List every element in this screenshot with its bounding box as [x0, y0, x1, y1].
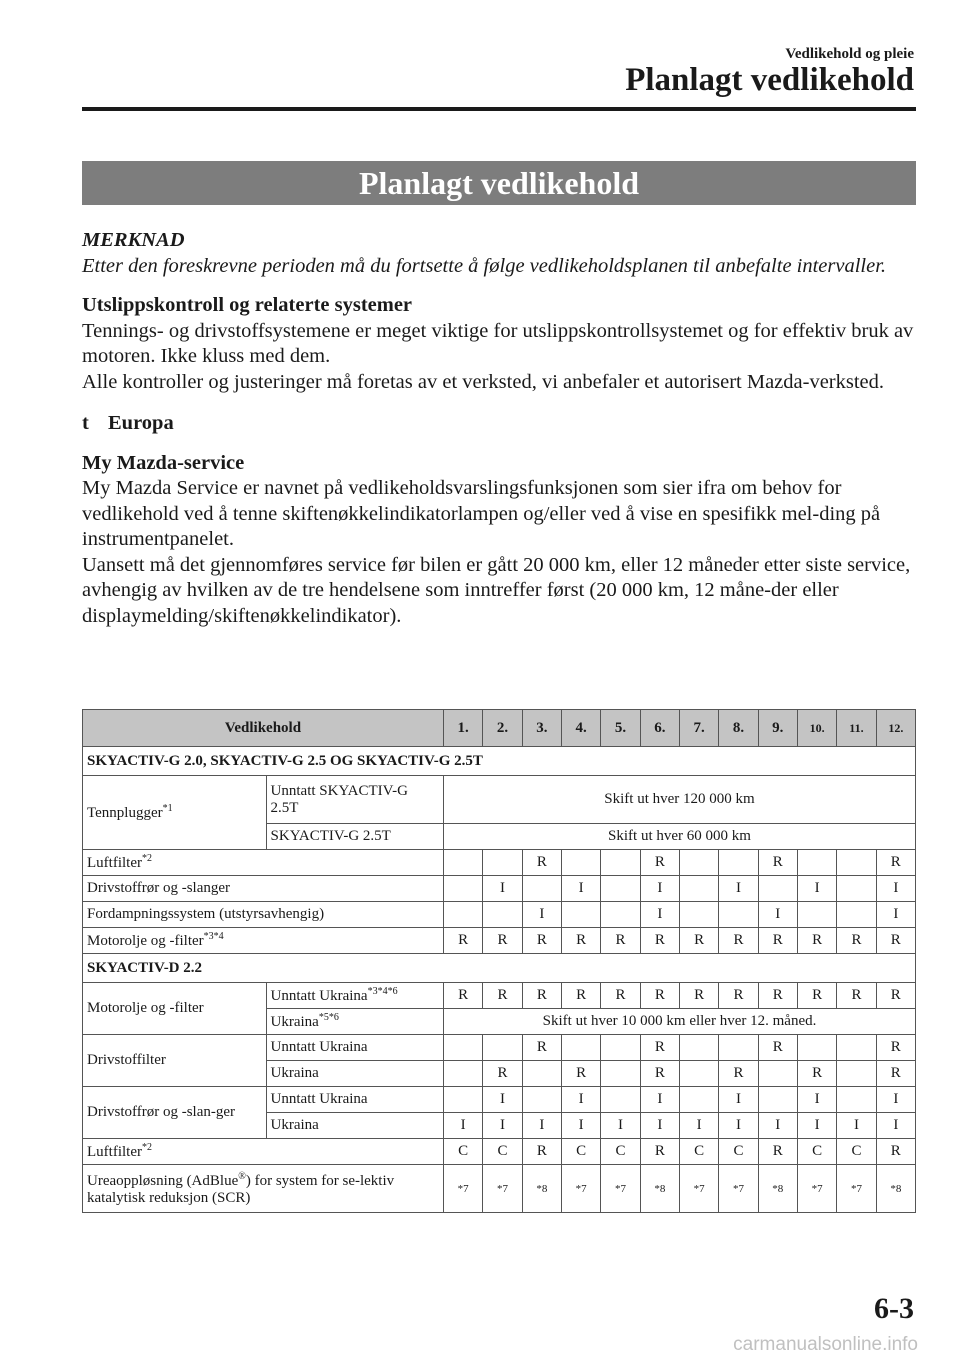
- table-row: [83, 776, 916, 824]
- schedule-cell: R: [522, 983, 561, 1009]
- schedule-cell: I: [601, 1113, 640, 1139]
- schedule-cell: R: [758, 1139, 797, 1165]
- schedule-cell: R: [562, 983, 601, 1009]
- row-label: Motorolje og -filter$^{*3*4}$: [83, 928, 444, 954]
- schedule-cell: C: [679, 1139, 718, 1165]
- schedule-cell: [444, 902, 483, 928]
- schedule-cell: [444, 850, 483, 876]
- schedule-cell: I: [876, 902, 915, 928]
- schedule-cell: R: [522, 1139, 561, 1165]
- schedule-cell: I: [562, 876, 601, 902]
- schedule-cell: [837, 902, 876, 928]
- schedule-cell: R: [719, 983, 758, 1009]
- header-col-8: 8.: [719, 710, 758, 747]
- schedule-cell: C: [601, 1139, 640, 1165]
- schedule-cell: R: [758, 928, 797, 954]
- note-text: Etter den foreskrevne perioden må du fortsette å følge vedlikeholdsplanen til anbefalte intervaller.: [82, 254, 887, 277]
- schedule-cell: [483, 902, 522, 928]
- emission-paragraph-2: Alle kontroller og justeringer må foretas av et verksted, vi anbefaler et autorisert Mazda-verksted.: [82, 370, 885, 393]
- schedule-cell: R: [522, 850, 561, 876]
- fuel-lines-sub1: Unntatt Ukraina: [266, 1087, 443, 1113]
- schedule-cell: [522, 876, 561, 902]
- schedule-cell: [679, 1087, 718, 1113]
- schedule-cell: R: [797, 983, 836, 1009]
- schedule-cell: *8: [522, 1165, 561, 1213]
- schedule-cell: [758, 1087, 797, 1113]
- schedule-cell: R: [444, 928, 483, 954]
- schedule-cell: R: [562, 1061, 601, 1087]
- bullet-icon: t: [82, 412, 89, 434]
- mazda-service-paragraph-1: My Mazda Service er navnet på vedlikeholdsvarslingsfunksjonen som sier ifra om behov for vedlikehold ved å tenne skiftenøkkelindikatorlampen og/eller ved å vise en spesifikk mel-ding på instrumentpanelet.: [82, 477, 881, 550]
- schedule-cell: I: [562, 1087, 601, 1113]
- schedule-cell: R: [837, 983, 876, 1009]
- schedule-cell: *7: [601, 1165, 640, 1213]
- schedule-cell: R: [876, 928, 915, 954]
- schedule-cell: R: [640, 1061, 679, 1087]
- header-divider: [82, 107, 916, 111]
- header-col-5: 5.: [601, 710, 640, 747]
- region-heading: [82, 411, 916, 437]
- schedule-cell: R: [876, 983, 915, 1009]
- schedule-cell: R: [640, 983, 679, 1009]
- fuel-lines-label: Drivstoffrør og -slan-ger: [83, 1087, 267, 1139]
- schedule-cell: R: [876, 1061, 915, 1087]
- schedule-cell: [758, 876, 797, 902]
- urea-label: Ureaoppløsning (AdBlue®) for system for se-lektiv katalytisk reduksjon (SCR): [83, 1165, 444, 1213]
- schedule-cell: *7: [719, 1165, 758, 1213]
- schedule-cell: [758, 1061, 797, 1087]
- maintenance-schedule-table: [82, 709, 916, 1213]
- schedule-cell: [837, 1087, 876, 1113]
- schedule-cell: R: [601, 983, 640, 1009]
- schedule-cell: [679, 850, 718, 876]
- schedule-cell: [719, 850, 758, 876]
- schedule-cell: [837, 876, 876, 902]
- schedule-cell: [601, 1087, 640, 1113]
- schedule-cell: [679, 1061, 718, 1087]
- schedule-cell: C: [837, 1139, 876, 1165]
- schedule-cell: R: [562, 928, 601, 954]
- engine-oil-sub1: Unntatt Ukraina$^{*3*4*6}$: [266, 983, 443, 1009]
- schedule-cell: I: [640, 902, 679, 928]
- page-number: 6-3: [874, 1292, 914, 1325]
- schedule-cell: [444, 1035, 483, 1061]
- schedule-cell: [679, 1035, 718, 1061]
- table-row: [83, 1035, 916, 1061]
- schedule-cell: I: [837, 1113, 876, 1139]
- schedule-cell: I: [640, 1113, 679, 1139]
- engine-oil-label: Motorolje og -filter: [83, 983, 267, 1035]
- mazda-service-heading: My Mazda-service: [82, 451, 245, 474]
- schedule-cell: C: [444, 1139, 483, 1165]
- table-row: [83, 902, 916, 928]
- schedule-cell: R: [640, 1035, 679, 1061]
- mazda-service-paragraph-2: Uansett må det gjennomføres service før bilen er gått 20 000 km, eller 12 måneder etter siste service, avhengig av hvilken av de tre hendelsene som inntreffer først (20 000 km, 12 måne-der eller displaymelding/skiftenøkkelindikator).: [82, 553, 911, 627]
- page-header-title: Planlagt vedlikehold: [625, 62, 914, 98]
- schedule-cell: *7: [483, 1165, 522, 1213]
- schedule-cell: R: [797, 1061, 836, 1087]
- schedule-cell: I: [483, 1087, 522, 1113]
- schedule-cell: R: [876, 1139, 915, 1165]
- schedule-cell: [797, 1035, 836, 1061]
- schedule-cell: *7: [797, 1165, 836, 1213]
- schedule-cell: I: [640, 876, 679, 902]
- diesel-air-filter-label: Luftfilter$^{*2}$: [83, 1139, 444, 1165]
- schedule-cell: [562, 1035, 601, 1061]
- chapter-title: Vedlikehold og pleie: [785, 46, 914, 62]
- header-maintenance: Vedlikehold: [83, 710, 444, 747]
- table-row: [83, 1087, 916, 1113]
- schedule-cell: I: [522, 1113, 561, 1139]
- schedule-cell: [601, 1061, 640, 1087]
- schedule-cell: [562, 902, 601, 928]
- schedule-cell: C: [483, 1139, 522, 1165]
- schedule-cell: *7: [837, 1165, 876, 1213]
- schedule-cell: R: [758, 983, 797, 1009]
- schedule-cell: [837, 1035, 876, 1061]
- schedule-cell: R: [483, 983, 522, 1009]
- fuel-filter-sub2: Ukraina: [266, 1061, 443, 1087]
- table-row: [83, 850, 916, 876]
- schedule-cell: [444, 876, 483, 902]
- body-content: [82, 228, 916, 629]
- schedule-cell: [444, 1061, 483, 1087]
- schedule-cell: [601, 902, 640, 928]
- schedule-cell: I: [797, 1113, 836, 1139]
- schedule-cell: C: [719, 1139, 758, 1165]
- header-col-7: 7.: [679, 710, 718, 747]
- schedule-cell: I: [483, 876, 522, 902]
- fuel-filter-label: Drivstoffilter: [83, 1035, 267, 1087]
- fuel-filter-sub1: Unntatt Ukraina: [266, 1035, 443, 1061]
- schedule-cell: I: [444, 1113, 483, 1139]
- schedule-cell: *7: [679, 1165, 718, 1213]
- table-row: [83, 1165, 916, 1213]
- schedule-cell: [601, 876, 640, 902]
- section-petrol: SKYACTIV-G 2.0, SKYACTIV-G 2.5 OG SKYACTIV-G 2.5T: [83, 747, 916, 776]
- schedule-cell: I: [876, 1113, 915, 1139]
- table-row: [83, 928, 916, 954]
- schedule-cell: [797, 850, 836, 876]
- schedule-cell: R: [837, 928, 876, 954]
- schedule-cell: [837, 850, 876, 876]
- schedule-cell: R: [640, 850, 679, 876]
- schedule-cell: [444, 1087, 483, 1113]
- schedule-cell: I: [876, 1087, 915, 1113]
- row-label: Luftfilter$^{*2}$: [83, 850, 444, 876]
- row-label: Drivstoffrør og -slanger: [83, 876, 444, 902]
- schedule-cell: [562, 850, 601, 876]
- schedule-cell: I: [719, 876, 758, 902]
- table-row: [83, 1139, 916, 1165]
- spark-plugs-sub2: SKYACTIV-G 2.5T: [266, 824, 443, 850]
- schedule-cell: [483, 850, 522, 876]
- schedule-cell: [837, 1061, 876, 1087]
- schedule-cell: I: [797, 876, 836, 902]
- engine-oil-sub2-value: Skift ut hver 10 000 km eller hver 12. måned.: [444, 1009, 916, 1035]
- schedule-cell: [679, 902, 718, 928]
- table-row: [83, 983, 916, 1009]
- schedule-cell: R: [719, 1061, 758, 1087]
- schedule-cell: [719, 1035, 758, 1061]
- schedule-cell: [679, 876, 718, 902]
- schedule-cell: I: [719, 1113, 758, 1139]
- header-col-3: 3.: [522, 710, 561, 747]
- watermark: carmanualsonline.info: [733, 1334, 918, 1355]
- schedule-cell: R: [640, 1139, 679, 1165]
- schedule-cell: R: [679, 928, 718, 954]
- schedule-cell: I: [562, 1113, 601, 1139]
- schedule-cell: R: [758, 1035, 797, 1061]
- schedule-cell: I: [522, 902, 561, 928]
- schedule-cell: I: [758, 902, 797, 928]
- schedule-cell: I: [758, 1113, 797, 1139]
- schedule-cell: R: [444, 983, 483, 1009]
- schedule-cell: R: [522, 928, 561, 954]
- emission-heading: Utslippskontroll og relaterte systemer: [82, 294, 413, 316]
- schedule-cell: R: [758, 850, 797, 876]
- schedule-cell: R: [679, 983, 718, 1009]
- spark-plugs-sub1-value: Skift ut hver 120 000 km: [444, 776, 916, 824]
- table-section-row: [83, 954, 916, 983]
- schedule-cell: *8: [640, 1165, 679, 1213]
- schedule-cell: I: [876, 876, 915, 902]
- schedule-cell: R: [522, 1035, 561, 1061]
- header-col-2: 2.: [483, 710, 522, 747]
- header-col-4: 4.: [562, 710, 601, 747]
- schedule-cell: I: [797, 1087, 836, 1113]
- note-title: MERKNAD: [82, 229, 185, 251]
- header-col-6: 6.: [640, 710, 679, 747]
- header-col-10: 10.: [797, 710, 836, 747]
- schedule-cell: *7: [444, 1165, 483, 1213]
- schedule-cell: [719, 902, 758, 928]
- spark-plugs-sub2-value: Skift ut hver 60 000 km: [444, 824, 916, 850]
- schedule-cell: [601, 850, 640, 876]
- schedule-cell: R: [876, 850, 915, 876]
- schedule-cell: [522, 1061, 561, 1087]
- schedule-cell: C: [562, 1139, 601, 1165]
- schedule-cell: *8: [876, 1165, 915, 1213]
- spark-plugs-sub1: Unntatt SKYACTIV-G 2.5T: [266, 776, 443, 824]
- engine-oil-sub2: Ukraina$^{*5*6}$: [266, 1009, 443, 1035]
- table-section-row: [83, 747, 916, 776]
- schedule-cell: I: [679, 1113, 718, 1139]
- fuel-lines-sub2: Ukraina: [266, 1113, 443, 1139]
- schedule-cell: R: [483, 928, 522, 954]
- section-banner: Planlagt vedlikehold: [82, 161, 916, 205]
- schedule-cell: I: [719, 1087, 758, 1113]
- table-row: [83, 876, 916, 902]
- table-header-row: [83, 710, 916, 747]
- schedule-cell: R: [601, 928, 640, 954]
- schedule-cell: [797, 902, 836, 928]
- schedule-cell: [522, 1087, 561, 1113]
- header-col-12: 12.: [876, 710, 915, 747]
- schedule-cell: [601, 1035, 640, 1061]
- schedule-cell: *7: [562, 1165, 601, 1213]
- header-col-11: 11.: [837, 710, 876, 747]
- schedule-cell: *8: [758, 1165, 797, 1213]
- spark-plugs-label: Tennplugger$^{*1}$: [83, 776, 267, 850]
- emission-paragraph-1: Tennings- og drivstoffsystemene er meget viktige for utslippskontrollsystemet og for effektiv bruk av motoren. Ikke kluss med dem.: [82, 319, 914, 367]
- schedule-cell: R: [876, 1035, 915, 1061]
- schedule-cell: I: [483, 1113, 522, 1139]
- schedule-cell: I: [640, 1087, 679, 1113]
- header-col-1: 1.: [444, 710, 483, 747]
- schedule-cell: R: [483, 1061, 522, 1087]
- row-label: Fordampningssystem (utstyrsavhengig): [83, 902, 444, 928]
- schedule-cell: R: [640, 928, 679, 954]
- schedule-cell: R: [797, 928, 836, 954]
- schedule-cell: R: [719, 928, 758, 954]
- region-name: Europa: [108, 412, 174, 434]
- schedule-cell: [483, 1035, 522, 1061]
- header-col-9: 9.: [758, 710, 797, 747]
- section-diesel: SKYACTIV-D 2.2: [83, 954, 916, 983]
- schedule-cell: C: [797, 1139, 836, 1165]
